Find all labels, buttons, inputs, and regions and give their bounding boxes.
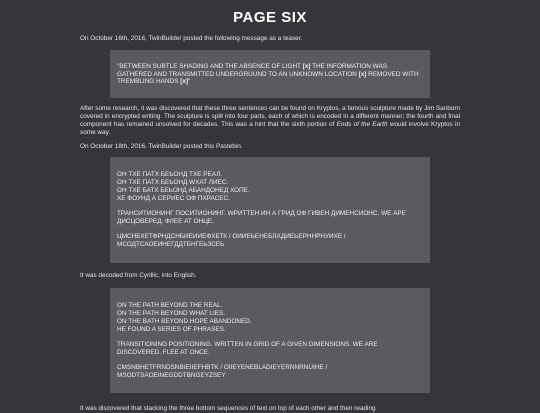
research-italic-title: Ends of the Earth [336, 120, 388, 128]
english-paragraph-b: TRANSITIONING POSITIONING. WRITTEN IN GRID OF A GIVEN DIMENSIONS. WE ARE DISCOVERED. FLEE AT ONCE. [117, 341, 380, 356]
english-paragraph-c: CMSNBHETFRNDSNBIEIIEFHBTK / OIIEYENEBLADIEYERNNRNUIHE / MSODTSAOEINEGDDTBNGEYZSEY [117, 364, 329, 379]
cyrillic-paragraph-c: ЦМСНБХЕТФРНДСНБИЕИИЕФХБТК / ОИИЕЬЕНЕБЛАДИЕЬЕРННРНУИХЕ / МСОДТСАОЕИНЕГДДТБНГЕЬЗСЕЬ [117, 232, 348, 248]
teaser-text-2: THE INFORMATION WAS GATHERED AND TRANSMITTED UNDERGRUUND TO AN UNKNOWN LOCATION [117, 62, 388, 78]
pastebin-intro-paragraph: On October 18th, 2016, TwinBuilder posted this Pastebin. [80, 143, 243, 151]
research-text-before: After some research, it was discovered that these three sentences can be found on Kryptos, a famous sculpture made by Jim Sanborn covered in encrypted writing. The sculpture is split into four parts, each of which is encoded in a different manner; the fourth and final component has remained unsolved for decades. This was a hint that the sixth portion of [80, 105, 460, 128]
teaser-tag-3: [x] [180, 78, 189, 86]
cyrillic-line: ОН ТХЕ БАТХ БЕЬОНД АБАНДОНЕД ХОПЕ. [117, 186, 250, 194]
decoded-intro-paragraph: It was decoded from Cyrillic, into English. [80, 271, 197, 279]
cyrillic-line: ОН ТХЕ ПАТХ БЕЬОНД WХАТ ЛИЕС. [117, 178, 229, 186]
research-text-after: would involve Kryptos in some way. [80, 120, 460, 136]
teaser-text-1: "BETWEEN SUBTLE SHADING AND THE ABSENCE OF LIGHT [117, 62, 303, 70]
research-paragraph [80, 105, 460, 136]
cyrillic-paragraph-b: ТРАНСИТИОНИНГ ПОСИТИОНИНГ. WРИТТЕН ИН А ГРИД ОФ ГИВЕН ДИМЕНСИОНС. WЕ АРЕ ДИСЦОВЕРЕД. ФЛЕЕ АТ ОНЦЕ. [117, 209, 408, 225]
cyrillic-pastebin-box [110, 157, 430, 262]
teaser-quote-box [110, 50, 430, 98]
english-decoded-box [110, 288, 430, 392]
english-line: ON THE BATH BEYOND HOPE ABANDONED. [117, 317, 252, 325]
teaser-tag-2: [x] [358, 70, 367, 78]
cyrillic-line: ОН ТХЕ ПАТХ БЕЬОНД ТХЕ РЕАЛ. [117, 171, 223, 179]
english-line: HE FOUND A SERIES OF PHRASES. [117, 325, 226, 333]
teaser-text-3: REMOVED WITH TREMBLING HANDS [117, 70, 419, 86]
page-title: PAGE SIX [233, 9, 307, 26]
intro-paragraph: On October 16th, 2016, TwinBuilder posted the following message as a teaser. [80, 35, 303, 42]
teaser-tag-1: [x] [302, 62, 311, 70]
closing-paragraph: It was discovered that stacking the three bottom sequences of text on top of each other and then reading [80, 404, 376, 412]
cyrillic-line: ХЕ ФОУНД А СЕРИЕС ОФ ПХРАСЕС. [117, 194, 230, 202]
english-line: ON THE PATH BEYOND THE REAL. [117, 302, 223, 310]
teaser-text-4: " [188, 78, 191, 86]
english-line: ON THE PATH BEYOND WHAT LIES. [117, 310, 226, 318]
